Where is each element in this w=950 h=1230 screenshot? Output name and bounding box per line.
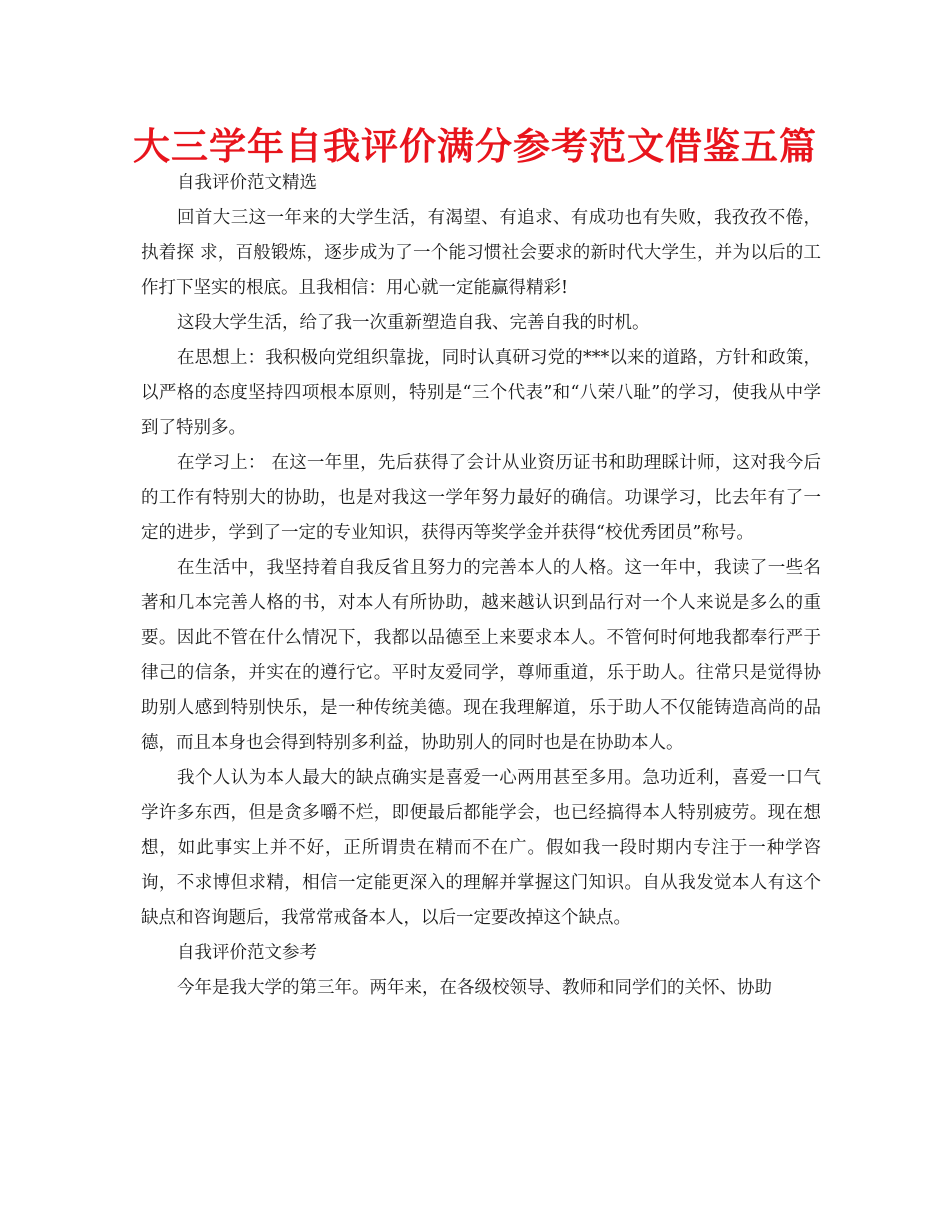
paragraph: 在学习上： 在这一年里，先后获得了会计从业资历证书和助理睬计师，这对我今后的工作有特别大的协助，也是对我这一学年努力最好的确信。功课学习，比去年有了一定的进步，学到了一定的专业知识，获得丙等奖学金并获得“校优秀团员”称号。	[141, 453, 821, 543]
section-heading: 自我评价范文精选	[177, 173, 317, 193]
paragraph: 今年是我大学的第三年。两年来，在各级校领导、教师和同学们的关怀、协助	[177, 978, 772, 998]
paragraph: 我个人认为本人最大的缺点确实是喜爱一心两用甚至多用。急功近利，喜爱一口气学许多东西，但是贪多嚼不烂，即便最后都能学会，也已经搞得本人特别疲劳。现在想想，如此事实上并不好，正所谓贵在精而不在广。假如我一段时期内专注于一种学咨询，不求博但求精，相信一定能更深入的理解并掌握这门知识。自从我发觉本人有这个缺点和咨询题后，我常常戒备本人，以后一定要改掉这个缺点。	[141, 768, 821, 928]
paragraph: 回首大三这一年来的大学生活，有渴望、有追求、有成功也有失败，我孜孜不倦，执着探 求，百般锻炼，逐步成为了一个能习惯社会要求的新时代大学生，并为以后的工作打下坚实的根底。且我相信：用心就一定能赢得精彩!	[141, 208, 821, 298]
paragraph: 这段大学生活，给了我一次重新塑造自我、完善自我的时机。	[177, 313, 650, 333]
document-title: 大三学年自我评价满分参考范文借鉴五篇	[133, 125, 817, 168]
paragraph: 在思想上：我积极向党组织靠拢，同时认真研习党的***以来的道路，方针和政策，以严格的态度坚持四项根本原则，特别是“三个代表”和“八荣八耻”的学习，使我从中学到了特别多。	[141, 348, 821, 438]
paragraph: 在生活中，我坚持着自我反省且努力的完善本人的人格。这一年中，我读了一些名著和几本完善人格的书，对本人有所协助，越来越认识到品行对一个人来说是多么的重要。因此不管在什么情况下，我都以品德至上来要求本人。不管何时何地我都奉行严于律己的信条，并实在的遵行它。平时友爱同学，尊师重道，乐于助人。往常只是觉得协助别人感到特别快乐，是一种传统美德。现在我理解道，乐于助人不仅能铸造高尚的品德，而且本身也会得到特别多利益，协助别人的同时也是在协助本人。	[141, 558, 821, 753]
section-heading: 自我评价范文参考	[177, 943, 317, 963]
document-body	[141, 166, 821, 1006]
